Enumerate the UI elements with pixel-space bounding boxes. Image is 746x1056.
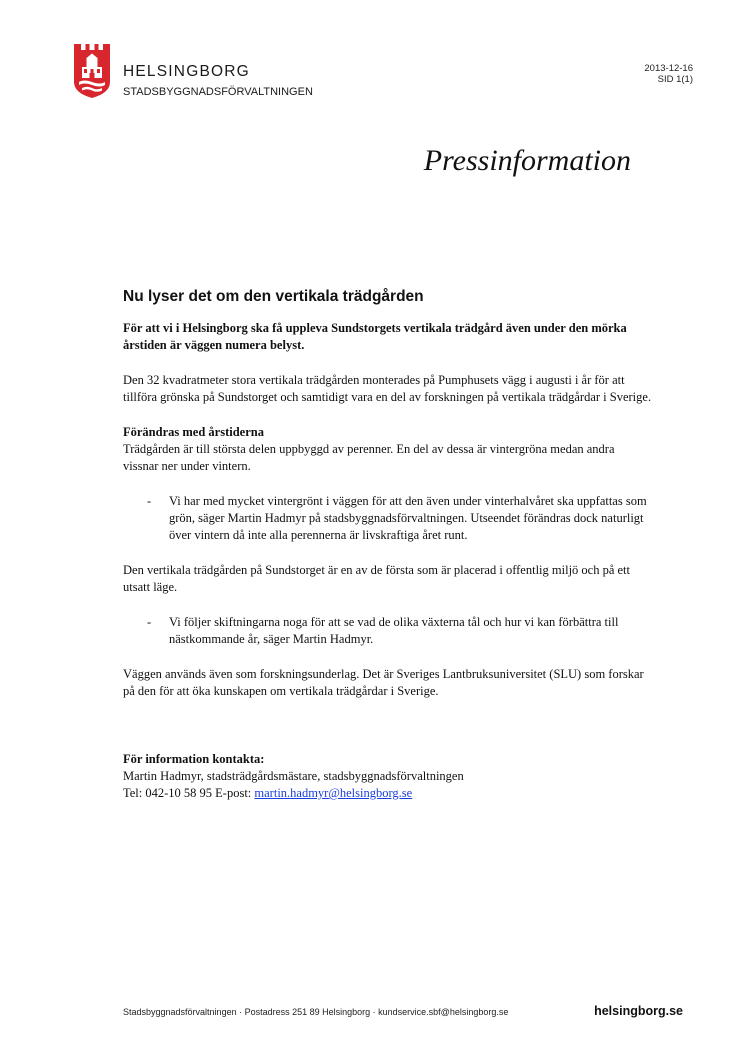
body-paragraph: Den vertikala trädgården på Sundstorget är en av de första som är placerad i offentlig miljö och på ett utsatt läge. — [123, 563, 631, 594]
contact-phone: Tel: 042-10 58 95 E-post: — [123, 786, 255, 800]
quote-block — [123, 493, 653, 544]
headline: Nu lyser det om den vertikala trädgården — [123, 288, 424, 305]
document-meta — [644, 63, 693, 85]
organization-name: HELSINGBORG — [123, 63, 250, 80]
document-type-title: Pressinformation — [423, 144, 631, 177]
lead-paragraph: För att vi i Helsingborg ska få uppleva Sundstorgets vertikala trädgård även under den mörka årstiden är väggen numera belyst. — [123, 321, 627, 352]
contact-email-link[interactable]: martin.hadmyr@helsingborg.se — [254, 786, 413, 800]
contact-name: Martin Hadmyr, stadsträdgårdsmästare, stadsbyggnadsförvaltningen — [123, 769, 464, 783]
contact-section — [123, 751, 653, 802]
quote-block — [123, 614, 653, 648]
subheading: Förändras med årstiderna — [123, 425, 264, 439]
footer-website: helsingborg.se — [594, 1004, 683, 1018]
footer-address: Stadsbyggnadsförvaltningen · Postadress 251 89 Helsingborg · kundservice.sbf@helsingborg.se — [123, 1007, 509, 1017]
body-paragraph: Trädgården är till största delen uppbyggd av perenner. En del av dessa är vintergröna medan andra vissnar ner under vintern. — [123, 442, 615, 473]
contact-label: För information kontakta: — [123, 752, 265, 766]
press-release-body — [123, 287, 653, 802]
quote-dash: - — [147, 615, 152, 629]
department-name: STADSBYGGNADSFÖRVALTNINGEN — [123, 86, 313, 98]
helsingborg-coat-of-arms-icon — [74, 44, 110, 98]
body-paragraph: Väggen används även som forskningsunderlag. Det är Sveriges Lantbruksuniversitet (SLU) som forskar på den för att öka kunskapen om vertikala trädgårdar i Sverige. — [123, 667, 644, 698]
quote-text: Vi har med mycket vintergrönt i väggen för att den även under vinterhalvåret ska uppfattas som grön, säger Martin Hadmyr på stadsbyggnadsförvaltningen. Utseendet förändras dock naturligt över vintern då inte alla perennerna är livskraftiga året runt. — [169, 494, 647, 542]
body-paragraph: Den 32 kvadratmeter stora vertikala trädgården monterades på Pumphusets vägg i augusti i år för att tillföra grönska på Sundstorget och samtidigt vara en del av forskningen på vertikala trädgårdar i Sverige. — [123, 373, 652, 404]
page-number: SID 1(1) — [657, 74, 693, 85]
contact-details — [123, 785, 653, 802]
document-date: 2013-12-16 — [644, 63, 693, 74]
quote-dash: - — [147, 494, 152, 508]
quote-text: Vi följer skiftningarna noga för att se vad de olika växterna tål och hur vi kan förbättra till nästkommande år, säger Martin Hadmyr. — [169, 615, 619, 646]
